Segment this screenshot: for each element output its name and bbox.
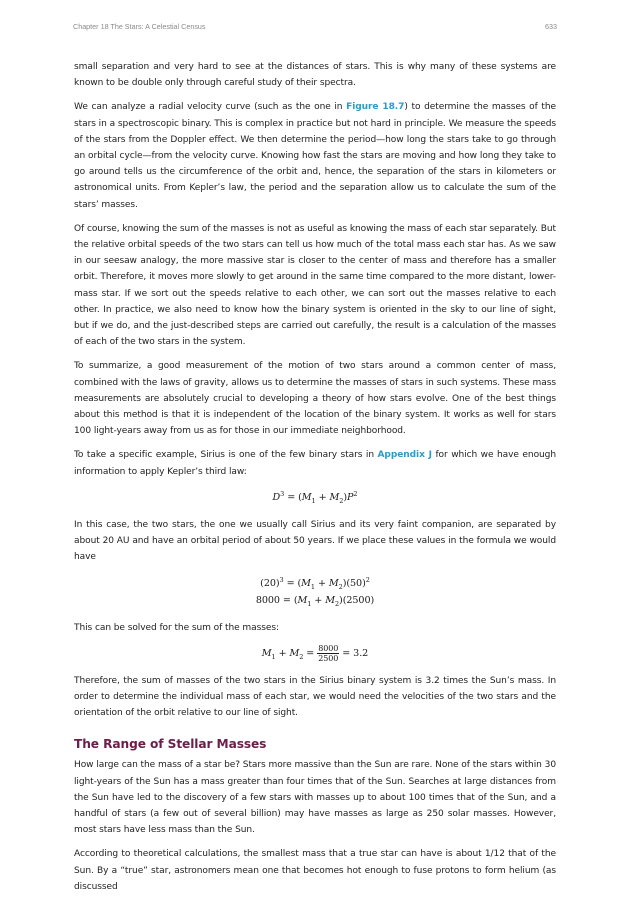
paragraph: We can analyze a radial velocity curve (such as the one in Figure 18.7) to determine the masses of the stars in a spectroscopic binary. This is complex in practice but not hard in principle. We measure the speeds of the stars from the Doppler effect. We then determine the period—how long the stars take to go through an orbital cycle—from the velocity curve. Knowing how fast the stars are moving and how long they take to go around tells us the circumference of the orbit and, hence, the separation of the stars in kilometers or astronomical units. From Kepler’s law, the period and the separation allow us to calculate the sum of the stars’ masses. bbox=[74, 102, 556, 210]
paragraph: This can be solved for the sum of the masses: bbox=[74, 622, 279, 633]
section-heading: The Range of Stellar Masses bbox=[74, 737, 267, 752]
paragraph: To summarize, a good measurement of the motion of two stars around a common center of mass, combined with the laws of gravity, allows us to determine the masses of stars in such systems. These mass measurements are absolutely crucial to developing a theory of how stars evolve. One of the best things about this method is that it is independent of the location of the binary system. It works as well for stars 100 light-years away from us as for those in our immediate neighborhood. bbox=[74, 361, 556, 437]
chapter-title: Chapter 18 The Stars: A Celestial Census bbox=[73, 22, 206, 31]
substitution-equations bbox=[74, 574, 556, 611]
page-number: 633 bbox=[545, 22, 557, 31]
fraction: $\frac{8000}{2500}$ bbox=[318, 643, 339, 663]
paragraph: Therefore, the sum of masses of the two stars in the Sirius binary system is 3.2 times the Sun’s mass. In order to determine the individual mass of each star, we would need the velocities of the two stars and the orientation of the orbit relative to our line of sight. bbox=[74, 675, 556, 719]
kepler-third-law-equation: $D^3 = (M_1 + M_2)P^2$ bbox=[272, 489, 358, 505]
figure-18-7-link[interactable]: Figure 18.7 bbox=[346, 102, 405, 113]
paragraph: How large can the mass of a star be? Stars more massive than the Sun are rare. None of the stars within 30 light-years of the Sun has a mass greater than four times that of the Sun. Searches at large distances from the Sun have led to the discovery of a few stars with masses up to about 100 times that of the Sun, and a handful of stars (a few out of several billion) may have masses as large as 250 solar masses. However, most stars have less mass than the Sun. bbox=[74, 760, 556, 836]
substitution-equation: $(20)^3 = (M_1 + M_2)(50)^2$ bbox=[260, 575, 370, 591]
appendix-j-link[interactable]: Appendix J bbox=[377, 450, 432, 461]
paragraph: In this case, the two stars, the one we usually call Sirius and its very faint companion, are separated by about 20 AU and have an orbital period of about 50 years. If we place these values in the formula we would have bbox=[74, 519, 556, 563]
paragraph: Of course, knowing the sum of the masses is not as useful as knowing the mass of each star separately. But the relative orbital speeds of the two stars can tell us how much of the total mass each star has. As we saw in our seesaw analogy, the more massive star is closer to the center of mass and therefore has a smaller orbit. Therefore, it moves more slowly to get around in the same time compared to the more distant, lower-mass star. If we sort out the speeds relative to each other, we can sort out the masses relative to each other. In practice, we also need to know how the binary system is oriented in the sky to our line of sight, but if we do, and the just-described steps are carried out carefully, the result is a calculation of the masses of each of the two stars in the system. bbox=[74, 223, 556, 348]
paragraph: According to theoretical calculations, the smallest mass that a true star can have is about 1/12 that of the Sun. By a “true” star, astronomers mean one that becomes hot enough to fuse protons to form helium (as discussed bbox=[74, 849, 556, 892]
paragraph: small separation and very hard to see at the distances of stars. This is why many of these systems are known to be double only through careful study of their spectra. bbox=[74, 62, 556, 89]
running-header bbox=[73, 22, 557, 31]
main-content bbox=[74, 59, 556, 903]
mass-sum-equation: $M_1 + M_2$ = $\frac{8000}{2500}$ = 3.2 bbox=[261, 643, 369, 663]
paragraph: To take a specific example, Sirius is one of the few binary stars in Appendix J for which we have enough information to apply Kepler’s third law: bbox=[74, 450, 556, 477]
substitution-equation: $8000 = (M_1 + M_2)(2500)$ bbox=[255, 594, 375, 608]
